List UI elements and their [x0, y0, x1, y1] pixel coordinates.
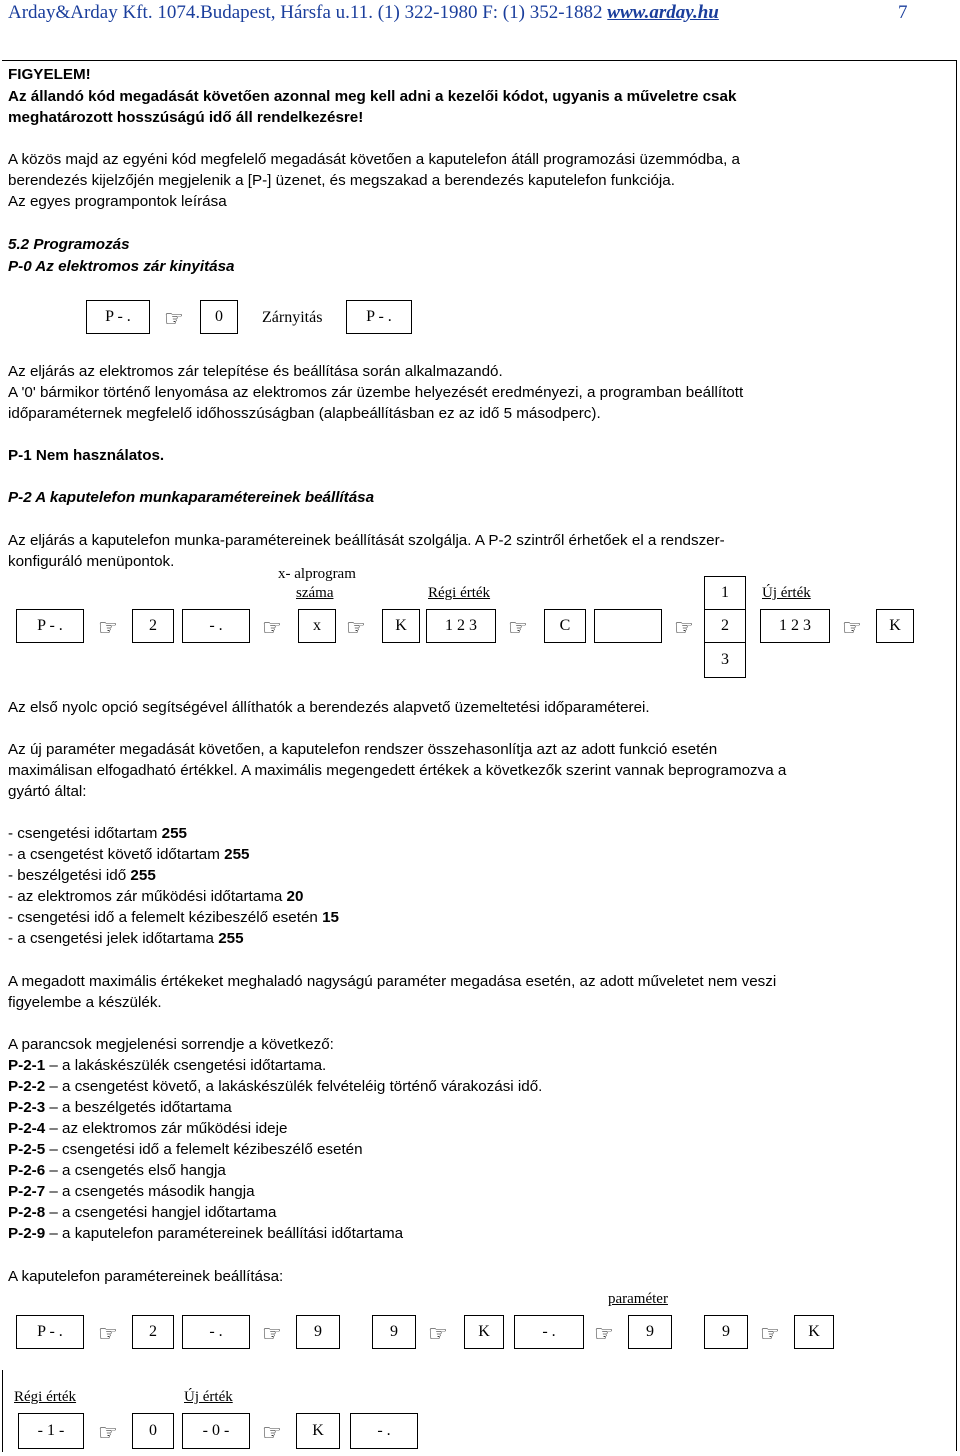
regi-ertek-label: Régi érték	[14, 1389, 77, 1405]
hand-pointer-icon: ☞	[262, 1322, 282, 1347]
new-value-box: 1 2 3	[760, 609, 830, 643]
page-number: 7	[898, 2, 908, 23]
paragraph-b-line-2: maximálisan elfogadható értékkel. A maximális megengedett értékek a következők szerint vannak beprogramozva a	[8, 762, 787, 779]
hand-pointer-icon: ☞	[262, 1421, 282, 1446]
p0-desc-line-3: időparaméternek megfelelő időhosszúságban (alapbeállításban ez az idő 5 másodperc).	[8, 405, 601, 422]
paragraph-b-line-1: Az új paraméter megadását követően, a kaputelefon rendszer összehasonlítja azt az adott funkció esetén	[8, 741, 718, 758]
old-value-box: 1 2 3	[426, 609, 496, 643]
order-item: P-2-8 – a csengetési hangjel időtartama	[8, 1204, 277, 1221]
paragraph-options: Az első nyolc opció segítségével állíthatók a berendezés alapvető üzemeltetési időparaméterei.	[8, 699, 650, 716]
website-link[interactable]: www.arday.hu	[607, 2, 719, 23]
key-9: 9	[296, 1315, 340, 1349]
hand-pointer-icon: ☞	[98, 616, 118, 641]
company-info: Arday&Arday Kft. 1074.Budapest, Hársfa u.11. (1) 322-1980 F: (1) 352-1882	[8, 2, 603, 23]
hand-pointer-icon: ☞	[262, 616, 282, 641]
key-dash-dot: - .	[182, 609, 250, 643]
option-2: 2	[704, 609, 746, 643]
key-2: 2	[132, 609, 174, 643]
paragraph-c-line-2: figyelembe a készülék.	[8, 994, 162, 1011]
key-2: 2	[132, 1315, 174, 1349]
key-9: 9	[628, 1315, 672, 1349]
key-9: 9	[704, 1315, 748, 1349]
order-title: A parancsok megjelenési sorrendje a következő:	[8, 1036, 334, 1053]
hand-pointer-icon: ☞	[594, 1322, 614, 1347]
key-k: K	[296, 1413, 340, 1449]
key-p-dot-result: P - .	[346, 300, 412, 334]
empty-box	[594, 609, 662, 643]
hand-pointer-icon: ☞	[428, 1322, 448, 1347]
key-dash-dot: - .	[514, 1315, 584, 1349]
max-value-item: - csengetési időtartam 255	[8, 825, 187, 842]
order-item: P-2-2 – a csengetést követő, a lakáskészülék felvételéig történő várakozási idő.	[8, 1078, 543, 1095]
max-value-item: - a csengetést követő időtartam 255	[8, 846, 250, 863]
hand-pointer-icon: ☞	[164, 307, 184, 332]
max-value-item: - csengetési idő a felemelt kézibeszélő esetén 15	[8, 909, 339, 926]
hand-pointer-icon: ☞	[346, 616, 366, 641]
key-k: K	[464, 1315, 504, 1349]
setting-title: A kaputelefon paramétereinek beállítása:	[8, 1268, 284, 1285]
regi-ertek-label: Régi érték	[428, 585, 491, 601]
max-value-item: - beszélgetési idő 255	[8, 867, 156, 884]
warning-line-1: Az állandó kód megadását követően azonnal meg kell adni a kezelői kódot, ugyanis a műveletre csak	[8, 88, 737, 105]
key-0: 0	[132, 1413, 174, 1449]
p0-desc-line-1: Az eljárás az elektromos zár telepítése és beállítása során alkalmazandó.	[8, 363, 503, 380]
order-item: P-2-4 – az elektromos zár működési ideje	[8, 1120, 288, 1137]
warning-line-2: meghatározott hosszúságú idő áll rendelkezésre!	[8, 109, 364, 126]
order-item: P-2-1 – a lakáskészülék csengetési időtartama.	[8, 1057, 327, 1074]
page-header	[8, 2, 719, 24]
hand-pointer-icon: ☞	[760, 1322, 780, 1347]
alprogram-label-2: száma	[296, 585, 334, 601]
p2-desc-line-1: Az eljárás a kaputelefon munka-paramétereinek beállítását szolgálja. A P-2 szintről érhetőek el a rendszer-	[8, 532, 725, 549]
intro-line-2: berendezés kijelzőjén megjelenik a [P-] üzenet, és megszakad a berendezés kaputelefon funkciója.	[8, 172, 675, 189]
hand-pointer-icon: ☞	[98, 1421, 118, 1446]
order-item: P-2-5 – csengetési idő a felemelt kézibeszélő esetén	[8, 1141, 363, 1158]
key-dash-dot: - .	[182, 1315, 250, 1349]
zarnyitas-label: Zárnyitás	[262, 309, 323, 326]
uj-ertek-label: Új érték	[184, 1389, 233, 1405]
p0-title: P-0 Az elektromos zár kinyitása	[8, 258, 235, 275]
p2-desc-line-2: konfiguráló menüpontok.	[8, 553, 175, 570]
hand-pointer-icon: ☞	[674, 616, 694, 641]
intro-line-1: A közös majd az egyéni kód megfelelő megadását követően a kaputelefon átáll programozási üzemmódba, a	[8, 151, 740, 168]
hand-pointer-icon: ☞	[98, 1322, 118, 1347]
section-title: 5.2 Programozás	[8, 236, 130, 253]
key-k-end: K	[794, 1315, 834, 1349]
max-value-item: - a csengetési jelek időtartama 255	[8, 930, 244, 947]
order-item: P-2-7 – a csengetés második hangja	[8, 1183, 255, 1200]
p2-title: P-2 A kaputelefon munkaparamétereinek beállítása	[8, 489, 375, 506]
hand-pointer-icon: ☞	[508, 616, 528, 641]
key-dash-dot: - .	[350, 1413, 418, 1449]
alprogram-label-1: x- alprogram	[278, 566, 356, 582]
option-3: 3	[704, 642, 746, 678]
key-p-dot: P - .	[86, 300, 150, 334]
key-0: 0	[200, 300, 238, 334]
key-k-end: K	[876, 609, 914, 643]
uj-ertek-label: Új érték	[762, 585, 811, 601]
new-value-box: - 0 -	[182, 1413, 250, 1449]
max-value-item: - az elektromos zár működési időtartama 20	[8, 888, 304, 905]
key-x: x	[298, 609, 336, 643]
key-k: K	[382, 609, 420, 643]
order-item: P-2-6 – a csengetés első hangja	[8, 1162, 226, 1179]
key-9: 9	[372, 1315, 416, 1349]
option-1: 1	[704, 576, 746, 610]
warning-title: FIGYELEM!	[8, 66, 91, 83]
paragraph-c-line-1: A megadott maximális értékeket meghaladó nagyságú paraméter megadása esetén, az adott műveletet nem veszi	[8, 973, 777, 990]
p1-title: P-1 Nem használatos.	[8, 447, 165, 464]
key-p-dot: P - .	[16, 1315, 84, 1349]
frame-left-border	[2, 1370, 3, 1452]
hand-pointer-icon: ☞	[842, 616, 862, 641]
old-value-box: - 1 -	[18, 1413, 84, 1449]
intro-line-3: Az egyes programpontok leírása	[8, 193, 227, 210]
order-item: P-2-3 – a beszélgetés időtartama	[8, 1099, 232, 1116]
key-c: C	[544, 609, 586, 643]
order-item: P-2-9 – a kaputelefon paramétereinek beállítási időtartama	[8, 1225, 404, 1242]
key-p-dot: P - .	[16, 609, 84, 643]
p0-desc-line-2: A '0' bármikor történő lenyomása az elektromos zár üzembe helyezését eredményezi, a programban beállított	[8, 384, 744, 401]
parameter-label: paraméter	[608, 1291, 668, 1307]
paragraph-b-line-3: gyártó által:	[8, 783, 87, 800]
